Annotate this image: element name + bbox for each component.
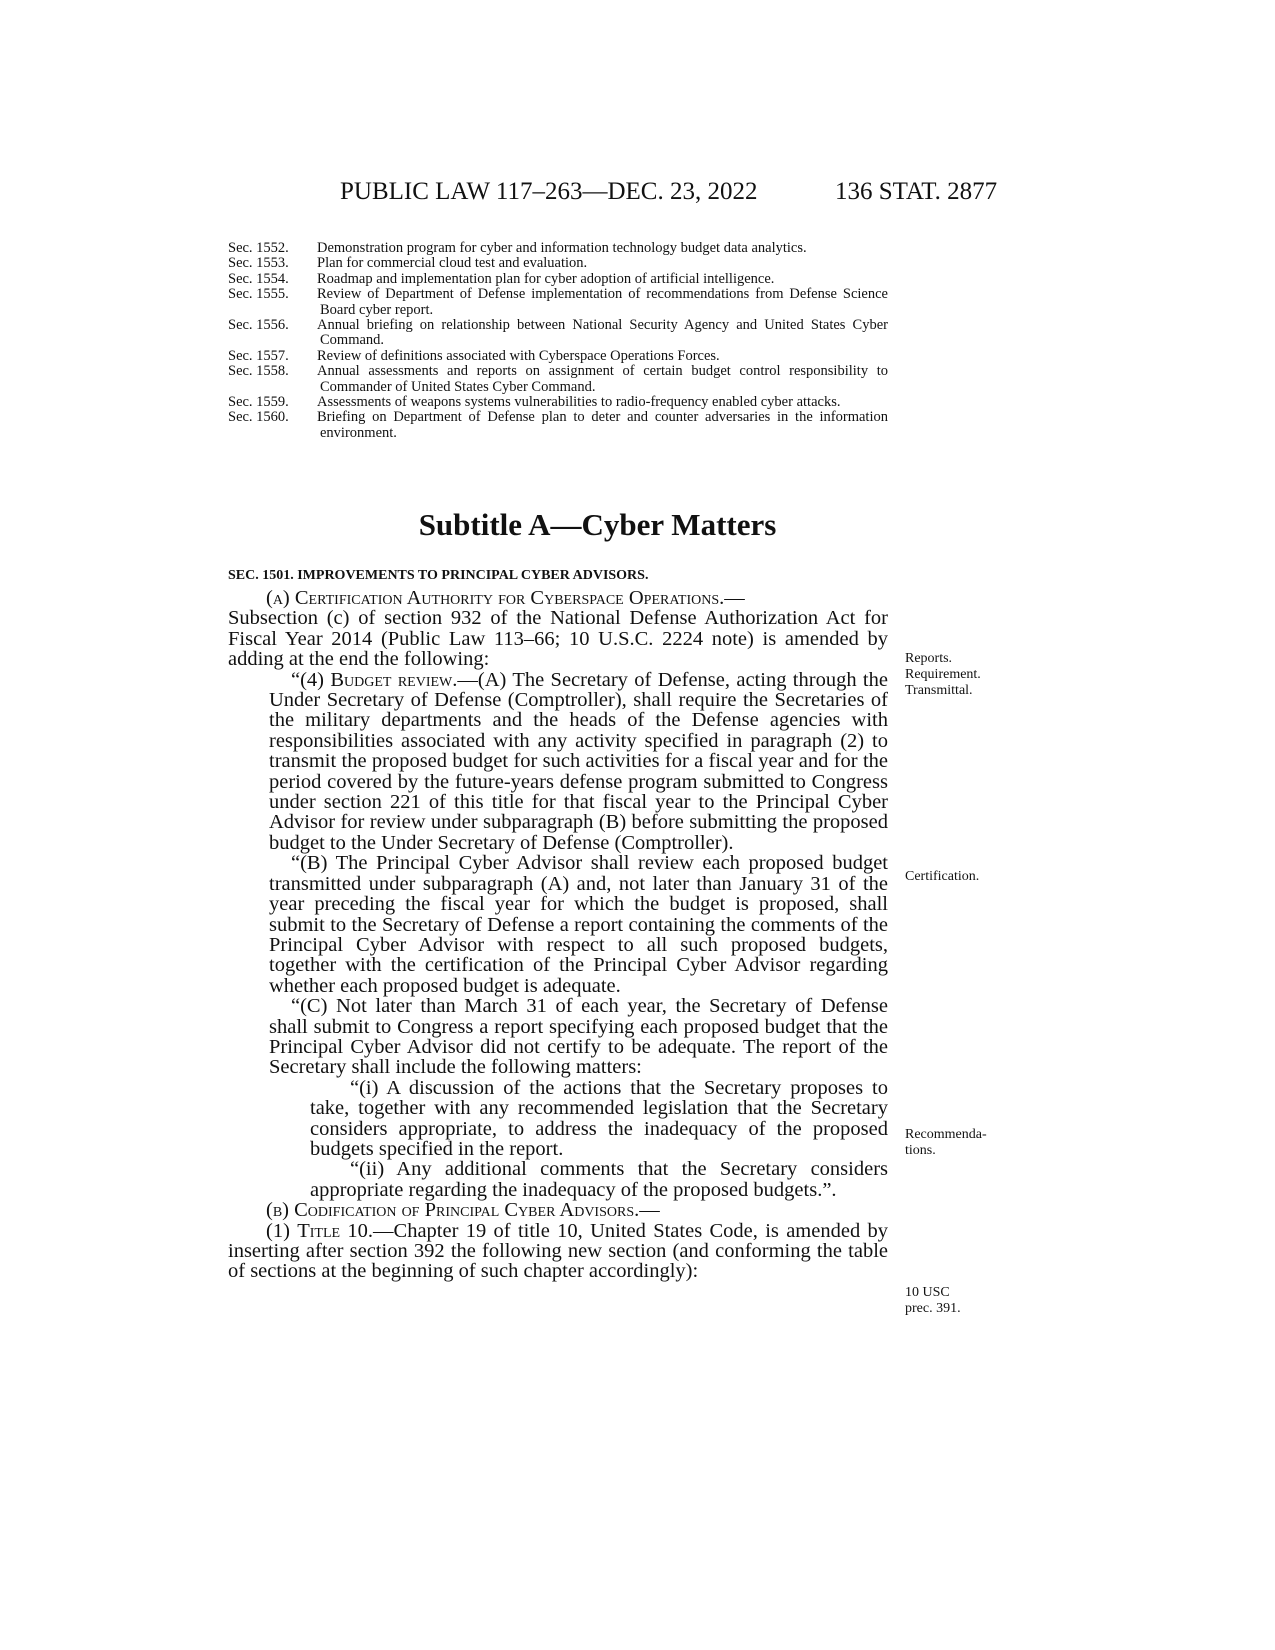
margin-note-line: Requirement. — [905, 667, 981, 682]
toc-section-number: Sec. 1557. — [228, 347, 289, 364]
toc-item — [228, 256, 888, 271]
toc-item — [228, 410, 888, 441]
section-body — [228, 588, 888, 1282]
margin-note-line: prec. 391. — [905, 1301, 961, 1316]
section-heading: SEC. 1501. IMPROVEMENTS TO PRINCIPAL CYBER ADVISORS. — [228, 568, 649, 583]
header-page-stat: 136 STAT. 2877 — [835, 178, 998, 205]
toc-section-title: Briefing on Department of Defense plan to deter and counter adversaries in the information environment. — [317, 409, 888, 441]
header-title: PUBLIC LAW 117–263—DEC. 23, 2022 — [340, 178, 758, 205]
paragraph-a — [228, 588, 888, 608]
paragraph-4-text: —(A) The Secretary of Defense, acting through the Under Secretary of Defense (Comptroller), shall require the Secretaries of the military departments and the heads of the Defense agencies with responsibilities associated with any activity specified in paragraph (2) to transmit the proposed budget for such activities for a fiscal year and for the period covered by the future-years defense program submitted to Congress under section 221 of this title for that fiscal year to the Principal Cyber Advisor for review under subparagraph (B) before submitting the proposed budget to the Under Secretary of Defense (Comptroller). — [269, 668, 888, 854]
paragraph-B: “(B) The Principal Cyber Advisor shall review each proposed budget transmitted under subparagraph (A) and, not later than January 31 of the year preceding the fiscal year for which the budget is proposed, shall submit to the Secretary of Defense a report containing the comments of the Principal Cyber Advisor with respect to all such proposed budgets, together with the certification of the Principal Cyber Advisor regarding whether each proposed budget is adequate. — [269, 852, 888, 997]
toc-item — [228, 241, 888, 256]
paragraph-b1-text: —Chapter 19 of title 10, United States Code, is amended by inserting after section 392 the following new section (and conforming the table of sections at the beginning of such chapter accordingly): — [228, 1219, 889, 1283]
toc-section-title: Roadmap and implementation plan for cyber adoption of artificial intelligence. — [317, 270, 775, 287]
paragraph-a-heading: (a) Certification Authority for Cyberspace Operations.— — [266, 587, 745, 609]
table-of-contents — [228, 241, 888, 441]
toc-section-title: Assessments of weapons systems vulnerabilities to radio-frequency enabled cyber attacks. — [317, 394, 841, 411]
paragraph-4 — [269, 670, 888, 854]
margin-note-line: Certification. — [905, 869, 980, 884]
subtitle-heading — [0, 507, 1275, 543]
toc-section-title: Review of Department of Defense implementation of recommendations from Defense Science Board cyber report. — [317, 286, 888, 318]
margin-note-line: tions. — [905, 1143, 936, 1158]
subtitle-text: Subtitle A—Cyber Matters — [418, 507, 777, 542]
toc-section-number: Sec. 1560. — [228, 409, 289, 426]
clause-ii: “(ii) Any additional comments that the Secretary considers appropriate regarding the inadequacy of the proposed budgets.”. — [310, 1158, 888, 1201]
toc-section-title: Demonstration program for cyber and information technology budget data analytics. — [317, 240, 807, 256]
paragraph-C: “(C) Not later than March 31 of each year, the Secretary of Defense shall submit to Congress a report specifying each proposed budget that the Principal Cyber Advisor did not certify to be adequate. The report of the Secretary shall include the following matters: — [269, 995, 888, 1079]
paragraph-a-text: Subsection (c) of section 932 of the National Defense Authorization Act for Fiscal Year 2014 (Public Law 113–66; 10 U.S.C. 2224 note) is amended by adding at the end the following: — [228, 607, 888, 671]
toc-item — [228, 272, 888, 287]
margin-note-reports — [905, 651, 981, 699]
toc-item — [228, 364, 888, 395]
toc-item — [228, 395, 888, 410]
paragraph-b1-lead: (1) — [266, 1219, 298, 1242]
paragraph-b1-heading: Title 10. — [297, 1219, 374, 1242]
toc-section-number: Sec. 1559. — [228, 394, 289, 411]
toc-section-title: Annual assessments and reports on assignment of certain budget control responsibility to Commander of United States Cyber Command. — [317, 363, 888, 395]
toc-section-number: Sec. 1558. — [228, 363, 289, 380]
paragraph-b — [228, 1200, 888, 1220]
running-header — [0, 178, 1275, 218]
paragraph-4-lead: “(4) — [291, 668, 331, 691]
toc-section-number: Sec. 1555. — [228, 286, 289, 303]
toc-section-number: Sec. 1553. — [228, 255, 289, 272]
toc-section-number: Sec. 1552. — [228, 240, 289, 256]
toc-section-title: Annual briefing on relationship between National Security Agency and United States Cyber Command. — [317, 317, 888, 349]
toc-item — [228, 349, 888, 364]
paragraph-4-heading: Budget review. — [330, 668, 458, 691]
margin-note-certification — [905, 869, 979, 885]
margin-note-line: Transmittal. — [905, 683, 973, 698]
toc-section-title: Plan for commercial cloud test and evaluation. — [317, 255, 588, 272]
clause-i: “(i) A discussion of the actions that the Secretary proposes to take, together with any recommended legislation that the Secretary considers appropriate, to address the inadequacy of the proposed budgets specified in the report. — [310, 1076, 888, 1160]
toc-section-number: Sec. 1556. — [228, 317, 289, 334]
margin-note-line: 10 USC — [905, 1285, 950, 1300]
toc-section-title: Review of definitions associated with Cyberspace Operations Forces. — [317, 347, 720, 364]
toc-item — [228, 287, 888, 318]
paragraph-b1 — [228, 1221, 888, 1282]
margin-note-recommendations — [905, 1127, 987, 1159]
margin-note-usc — [905, 1285, 961, 1317]
margin-note-line: Reports. — [905, 651, 953, 666]
paragraph-b-heading: (b) Codification of Principal Cyber Advisors.— — [266, 1199, 660, 1222]
margin-note-line: Recommenda- — [905, 1127, 987, 1142]
toc-section-number: Sec. 1554. — [228, 270, 289, 287]
toc-item — [228, 318, 888, 349]
